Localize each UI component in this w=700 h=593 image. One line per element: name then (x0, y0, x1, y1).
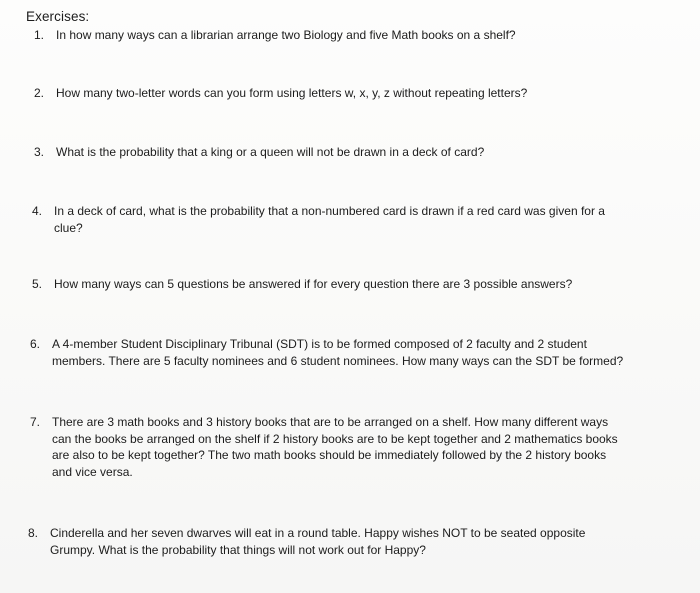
question-number: 2. (34, 86, 45, 100)
question-line: How many two-letter words can you form using letters w, x, y, z without repeating letters? (56, 86, 528, 100)
question-line: In how many ways can a librarian arrange two Biology and five Math books on a shelf? (56, 28, 516, 42)
question-text (52, 336, 652, 369)
question-line: How many ways can 5 questions be answered if for every question there are 3 possible answers? (54, 277, 573, 291)
question-line: are also to be kept together? The two math books should be immediately followed by the 2 history books (52, 448, 607, 462)
question-text (54, 203, 654, 236)
question-text (56, 85, 656, 102)
question-number: 1. (34, 28, 45, 42)
page-title: Exercises: (26, 9, 90, 24)
question-line: A 4-member Student Disciplinary Tribunal (SDT) is to be formed composed of 2 faculty and 2 student (52, 337, 587, 351)
question-text (56, 27, 656, 44)
question-text (54, 276, 654, 293)
question-line: members. There are 5 faculty nominees and 6 student nominees. How many ways can the SDT be formed? (52, 353, 624, 368)
question-line: and vice versa. (52, 464, 133, 479)
question-text (52, 414, 652, 480)
question-line: What is the probability that a king or a queen will not be drawn in a deck of card? (56, 145, 485, 159)
question-number: 5. (32, 277, 43, 291)
question-number: 8. (28, 526, 39, 540)
question-line: Grumpy. What is the probability that things will not work out for Happy? (50, 542, 426, 557)
question-text (50, 525, 650, 558)
question-line: In a deck of card, what is the probability that a non-numbered card is drawn if a red card was given for a (54, 204, 605, 218)
question-line: Cinderella and her seven dwarves will eat in a round table. Happy wishes NOT to be seated opposite (50, 526, 586, 540)
question-number: 3. (34, 145, 45, 159)
question-line: clue? (54, 220, 83, 235)
question-line: can the books be arranged on the shelf if 2 history books are to be kept together and 2 mathematics books (52, 431, 618, 446)
question-number: 4. (32, 204, 43, 218)
question-line: There are 3 math books and 3 history books that are to be arranged on a shelf. How many different ways (52, 415, 609, 429)
question-number: 7. (30, 415, 41, 429)
question-text (56, 144, 656, 161)
question-number: 6. (30, 337, 41, 351)
